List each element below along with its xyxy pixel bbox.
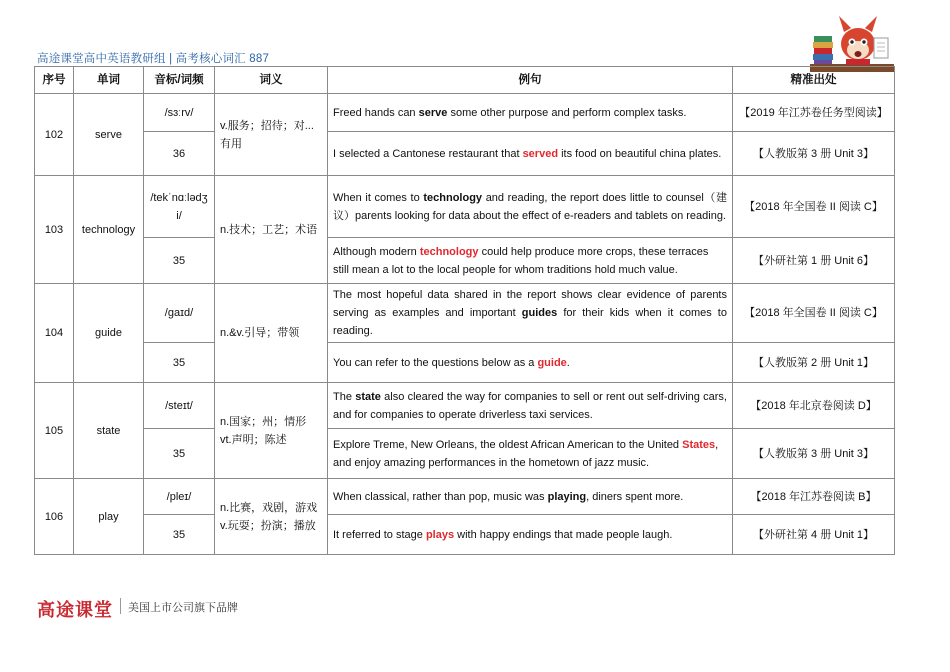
frequency: 36 — [144, 132, 215, 176]
header-title: 高途课堂高中英语教研组 | 高考核心词汇 887 — [37, 53, 270, 65]
table-row — [35, 343, 895, 383]
word-number: 104 — [35, 284, 74, 383]
frequency: 35 — [144, 515, 215, 555]
table-row — [35, 284, 895, 343]
meaning-line: n.比赛，戏剧，游戏 — [220, 501, 318, 514]
meaning — [215, 94, 328, 176]
source: 【人教版第 3 册 Unit 3】 — [733, 132, 895, 176]
word: guide — [74, 284, 144, 383]
frequency: 35 — [144, 343, 215, 383]
header-source: 精准出处 — [733, 67, 895, 94]
example-sentence: It referred to stage plays with happy endings that made people laugh. — [328, 515, 733, 555]
header-number: 序号 — [35, 67, 74, 94]
example-sentence: I selected a Cantonese restaurant that served its food on beautiful china plates. — [328, 132, 733, 176]
table-row — [35, 383, 895, 429]
source: 【2018 年江苏卷阅读 B】 — [733, 479, 895, 515]
word: serve — [74, 94, 144, 176]
meaning-line: v.服务；招待；对... — [220, 119, 314, 132]
meaning-line: 有用 — [220, 137, 242, 150]
example-sentence: Explore Treme, New Orleans, the oldest African American to the United States, and enjoy amazing performances in the hometown of jazz music. — [328, 429, 733, 479]
phonetic: /sɜːrv/ — [144, 94, 215, 132]
word-number: 106 — [35, 479, 74, 555]
table-row — [35, 132, 895, 176]
table-row — [35, 479, 895, 515]
source: 【外研社第 4 册 Unit 1】 — [733, 515, 895, 555]
frequency: 35 — [144, 238, 215, 284]
header-example: 例句 — [328, 67, 733, 94]
example-sentence: The state also cleared the way for companies to sell or rent out self-driving cars, and for companies to operate driverless taxi services. — [328, 383, 733, 429]
header-phonetic-frequency: 音标/词频 — [144, 67, 215, 94]
word-number: 105 — [35, 383, 74, 479]
meaning-line: vt.声明；陈述 — [220, 433, 287, 446]
source: 【2018 年全国卷 II 阅读 C】 — [733, 284, 895, 343]
example-sentence: When classical, rather than pop, music was playing, diners spent more. — [328, 479, 733, 515]
word: play — [74, 479, 144, 555]
table-header-row — [35, 67, 895, 94]
meaning-line: n.&v.引导；带领 — [220, 327, 300, 339]
header-word: 单词 — [74, 67, 144, 94]
mascot-books-illustration — [808, 12, 896, 74]
table-row — [35, 515, 895, 555]
phonetic: /steɪt/ — [144, 383, 215, 429]
meaning-line: v.玩耍；扮演；播放 — [220, 519, 316, 532]
word-number: 103 — [35, 176, 74, 284]
source: 【外研社第 1 册 Unit 6】 — [733, 238, 895, 284]
word: state — [74, 383, 144, 479]
source: 【2019 年江苏卷任务型阅读】 — [733, 94, 895, 132]
word-number: 102 — [35, 94, 74, 176]
table-row — [35, 429, 895, 479]
meaning — [215, 284, 328, 383]
brand-logo: 高途课堂 — [37, 600, 113, 620]
phonetic: /ɡaɪd/ — [144, 284, 215, 343]
example-sentence: Freed hands can serve some other purpose and perform complex tasks. — [328, 94, 733, 132]
word: technology — [74, 176, 144, 284]
table-row — [35, 94, 895, 132]
meaning-line: n.技术；工艺；术语 — [220, 223, 318, 236]
phonetic: /pleɪ/ — [144, 479, 215, 515]
example-sentence: Although modern technology could help produce more crops, these terraces still mean a lot to the local people for whom traditions hold much value. — [328, 238, 733, 284]
phonetic: /tekˈnɑːlədʒi/ — [144, 176, 215, 238]
vocabulary-table — [34, 66, 895, 555]
meaning — [215, 383, 328, 479]
source: 【2018 年全国卷 II 阅读 C】 — [733, 176, 895, 238]
example-sentence: You can refer to the questions below as a guide. — [328, 343, 733, 383]
table-row — [35, 176, 895, 238]
meaning — [215, 176, 328, 284]
meaning — [215, 479, 328, 555]
table-row — [35, 238, 895, 284]
source: 【人教版第 2 册 Unit 1】 — [733, 343, 895, 383]
source: 【2018 年北京卷阅读 D】 — [733, 383, 895, 429]
source: 【人教版第 3 册 Unit 3】 — [733, 429, 895, 479]
example-sentence: The most hopeful data shared in the report shows clear evidence of parents serving as examples and important guides for their kids when it comes to reading. — [328, 284, 733, 343]
header-meaning: 词义 — [215, 67, 328, 94]
brand-tagline: 美国上市公司旗下品牌 — [128, 602, 238, 614]
example-sentence: When it comes to technology and reading, the report does little to counsel（建议）parents looking for data about the effect of e-readers and tablets on reading. — [328, 176, 733, 238]
meaning-line: n.国家；州；情形 — [220, 415, 307, 428]
frequency: 35 — [144, 429, 215, 479]
footer-divider — [120, 598, 121, 614]
